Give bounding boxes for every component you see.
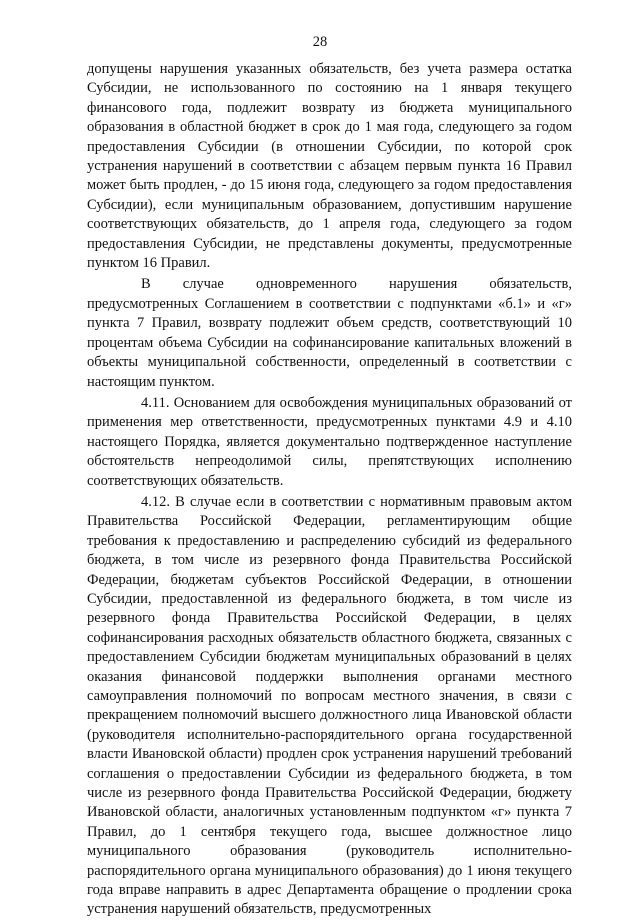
page-number: 28 [312,34,328,50]
paragraph-clause-4-12: 4.12. В случае если в соответствии с нормативным правовым актом Правительства Российской Федерации, регламентирующим общие требования к предоставлению и распределению субсидий из федерального бюджета, в том числе из резервного фонда Правительства Российской Федерации, бюджетам субъектов Российской Федерации, в отношении Субсидии, предоставленной из федерального бюджета, в том числе из резервного фонда Правительства Российской Федерации, в целях софинансирования расходных обязательств областного бюджета, связанных с предоставлением Субсидии бюджетам муниципальных образований в целях оказания финансовой поддержки выполнения органами местного самоуправления полномочий по вопросам местного значения, в связи с прекращением полномочий высшего должностного лица Ивановской области (руководителя исполнительно-распорядительного органа государственной власти Ивановской области) продлен срок устранения нарушений требований соглашения о предоставлении Субсидии из федерального бюджета, в том числе из резервного фонда Правительства Российской Федерации, бюджету Ивановской области, аналогичных установленным подпунктом «г» пункта 7 Правил, до 1 сентября текущего года, высшее должностное лицо муниципального образования (руководитель исполнительно-распорядительного органа муниципального образования) до 1 июня текущего года вправе направить в адрес Департамента обращение о продлении срока устранения нарушений обязательств, предусмотренных [87,493,572,918]
paragraph-simultaneous-violation: В случае одновременного нарушения обязательств, предусмотренных Соглашением в соответствии с подпунктами «б.1» и «г» пункта 7 Правил, возврату подлежит объем средств, соответствующий 10 процентам объема Субсидии на софинансирование капитальных вложений в объекты муниципальной собственности, определенный в соответствии с настоящим пунктом. [87,276,572,390]
document-body [87,60,572,920]
paragraph-clause-4-11: 4.11. Основанием для освобождения муниципальных образований от применения мер ответственности, предусмотренных пунктами 4.9 и 4.10 настоящего Порядка, является документально подтвержденное наступление обстоятельств непреодолимой силы, препятствующих исполнению соответствующих обязательств. [87,394,572,489]
paragraph-continuation: допущены нарушения указанных обязательств, без учета размера остатка Субсидии, не использованного по состоянию на 1 января текущего финансового года, подлежит возврату из бюджета муниципального образования в областной бюджет в срок до 1 мая года, следующего за годом предоставления Субсидии (в отношении Субсидии, по которой срок устранения нарушений в соответствии с абзацем первым пункта 16 Правил может быть продлен, - до 15 июня года, следующего за годом предоставления Субсидии), если муниципальным образованием, допустившим нарушение соответствующих обязательств, до 1 апреля года, следующего за годом предоставления Субсидии, не представлены документы, предусмотренные пунктом 16 Правил. [87,61,572,272]
